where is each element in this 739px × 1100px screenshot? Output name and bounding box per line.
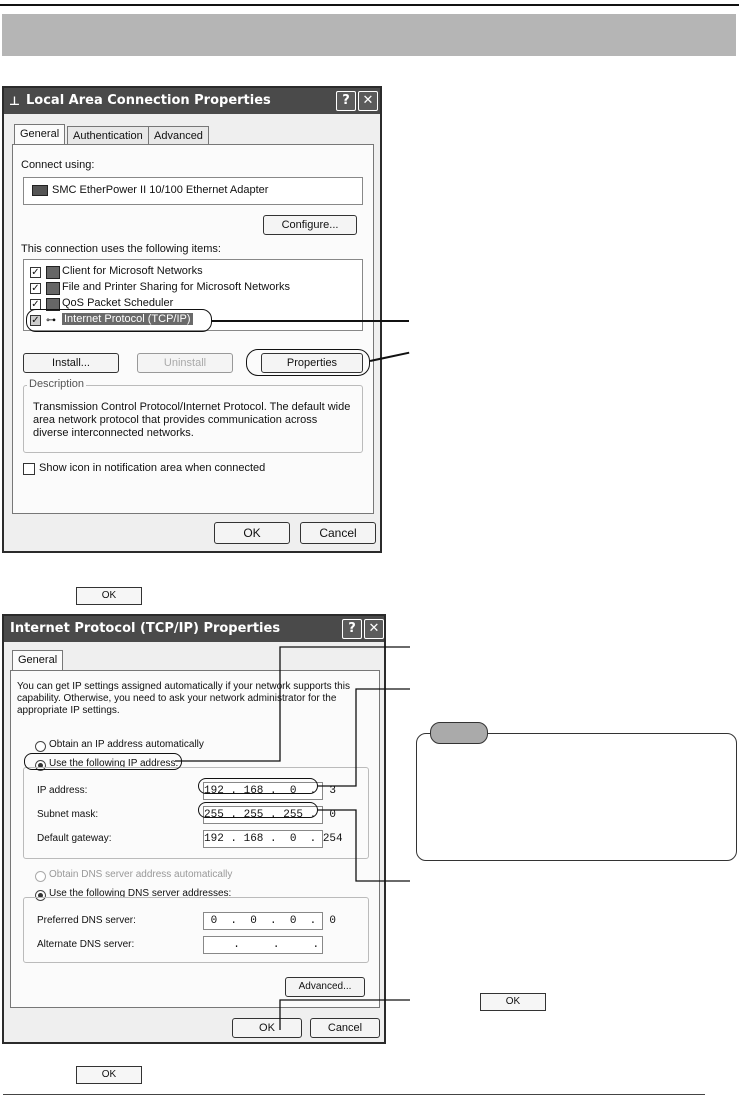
- item-label-client: Client for Microsoft Networks: [62, 265, 203, 277]
- network-connection-icon: ⊥: [9, 94, 20, 108]
- connect-using-label: Connect using:: [21, 159, 95, 171]
- properties-button[interactable]: Properties: [261, 353, 363, 373]
- uninstall-button: Uninstall: [137, 353, 233, 373]
- gateway-field[interactable]: 192 . 168 . 0 . 254: [203, 830, 323, 848]
- item-checkbox-qos[interactable]: ✓: [31, 299, 40, 310]
- item-label-qos: QoS Packet Scheduler: [62, 297, 174, 309]
- item-checkbox-client[interactable]: ✓: [31, 267, 40, 278]
- tab-general[interactable]: General: [14, 124, 65, 145]
- install-button[interactable]: Install...: [23, 353, 119, 373]
- note-tag: [430, 722, 488, 744]
- dialog2-tab-general[interactable]: General: [12, 650, 63, 671]
- preferred-dns-field[interactable]: 0 . 0 . 0 . 0: [203, 912, 323, 930]
- step-ok-button-3: OK: [76, 1066, 142, 1084]
- dialog1-ok-button[interactable]: OK: [214, 522, 290, 544]
- item-checkbox-tcpip[interactable]: ✓: [31, 315, 40, 326]
- obtain-ip-label[interactable]: Obtain an IP address automatically: [49, 739, 204, 750]
- item-label-tcpip[interactable]: Internet Protocol (TCP/IP): [64, 313, 191, 325]
- subnet-field[interactable]: 255 . 255 . 255 . 0: [203, 806, 323, 824]
- preferred-dns-label: Preferred DNS server:: [37, 915, 136, 926]
- show-icon-label[interactable]: Show icon in notification area when connected: [39, 462, 266, 474]
- item-checkbox-file-sharing[interactable]: ✓: [31, 283, 40, 294]
- ip-address-field[interactable]: 192 . 168 . 0 . 3: [203, 782, 323, 800]
- subnet-callout: [318, 810, 410, 881]
- alternate-dns-field[interactable]: . . .: [203, 936, 323, 954]
- dialog1-cancel-button[interactable]: Cancel: [300, 522, 376, 544]
- protocol-icon: ⊶: [46, 315, 56, 326]
- dialog2-title: Internet Protocol (TCP/IP) Properties: [10, 621, 281, 636]
- step-ok-button-1: OK: [76, 587, 142, 605]
- use-dns-label[interactable]: Use the following DNS server addresses:: [49, 888, 232, 899]
- intro-text: You can get IP settings assigned automatically if your network supports this capability. Otherwise, you need to ask your network administrator for the appropriate IP settings.: [17, 681, 350, 716]
- dialog1-title: Local Area Connection Properties: [26, 93, 271, 108]
- dialog2-close-button[interactable]: ✕: [364, 619, 384, 639]
- adapter-name: SMC EtherPower II 10/100 Ethernet Adapter: [52, 184, 269, 196]
- note-box: [416, 733, 737, 861]
- advanced-button[interactable]: Advanced...: [285, 977, 365, 997]
- step-ok-button-2: OK: [480, 993, 546, 1011]
- ip-address-callout: [318, 689, 410, 786]
- items-label: This connection uses the following items:: [21, 243, 221, 255]
- obtain-dns-label: Obtain DNS server address automatically: [49, 869, 233, 880]
- dialog2-cancel-button[interactable]: Cancel: [310, 1018, 380, 1038]
- alternate-dns-label: Alternate DNS server:: [37, 939, 135, 950]
- ok-callout: [280, 1000, 410, 1030]
- item-label-file-sharing: File and Printer Sharing for Microsoft Networks: [62, 281, 291, 293]
- use-ip-label[interactable]: Use the following IP address:: [49, 758, 179, 769]
- description-text: Transmission Control Protocol/Internet Protocol. The default wide area network protocol that provides communication across diverse interconnected networks.: [33, 401, 351, 439]
- dialog2-ok-button[interactable]: OK: [232, 1018, 302, 1038]
- gateway-label: Default gateway:: [37, 833, 112, 844]
- tab-authentication[interactable]: Authentication: [67, 126, 149, 145]
- use-ip-callout: [175, 647, 410, 761]
- help-button[interactable]: ?: [336, 91, 356, 111]
- configure-button[interactable]: Configure...: [263, 215, 357, 235]
- description-label: Description: [29, 378, 85, 390]
- close-button[interactable]: ✕: [358, 91, 378, 111]
- tab-advanced[interactable]: Advanced: [148, 126, 209, 145]
- subnet-label: Subnet mask:: [37, 809, 99, 820]
- bottom-rule: [3, 1094, 705, 1095]
- ip-address-label: IP address:: [37, 785, 88, 796]
- dialog2-help-button[interactable]: ?: [342, 619, 362, 639]
